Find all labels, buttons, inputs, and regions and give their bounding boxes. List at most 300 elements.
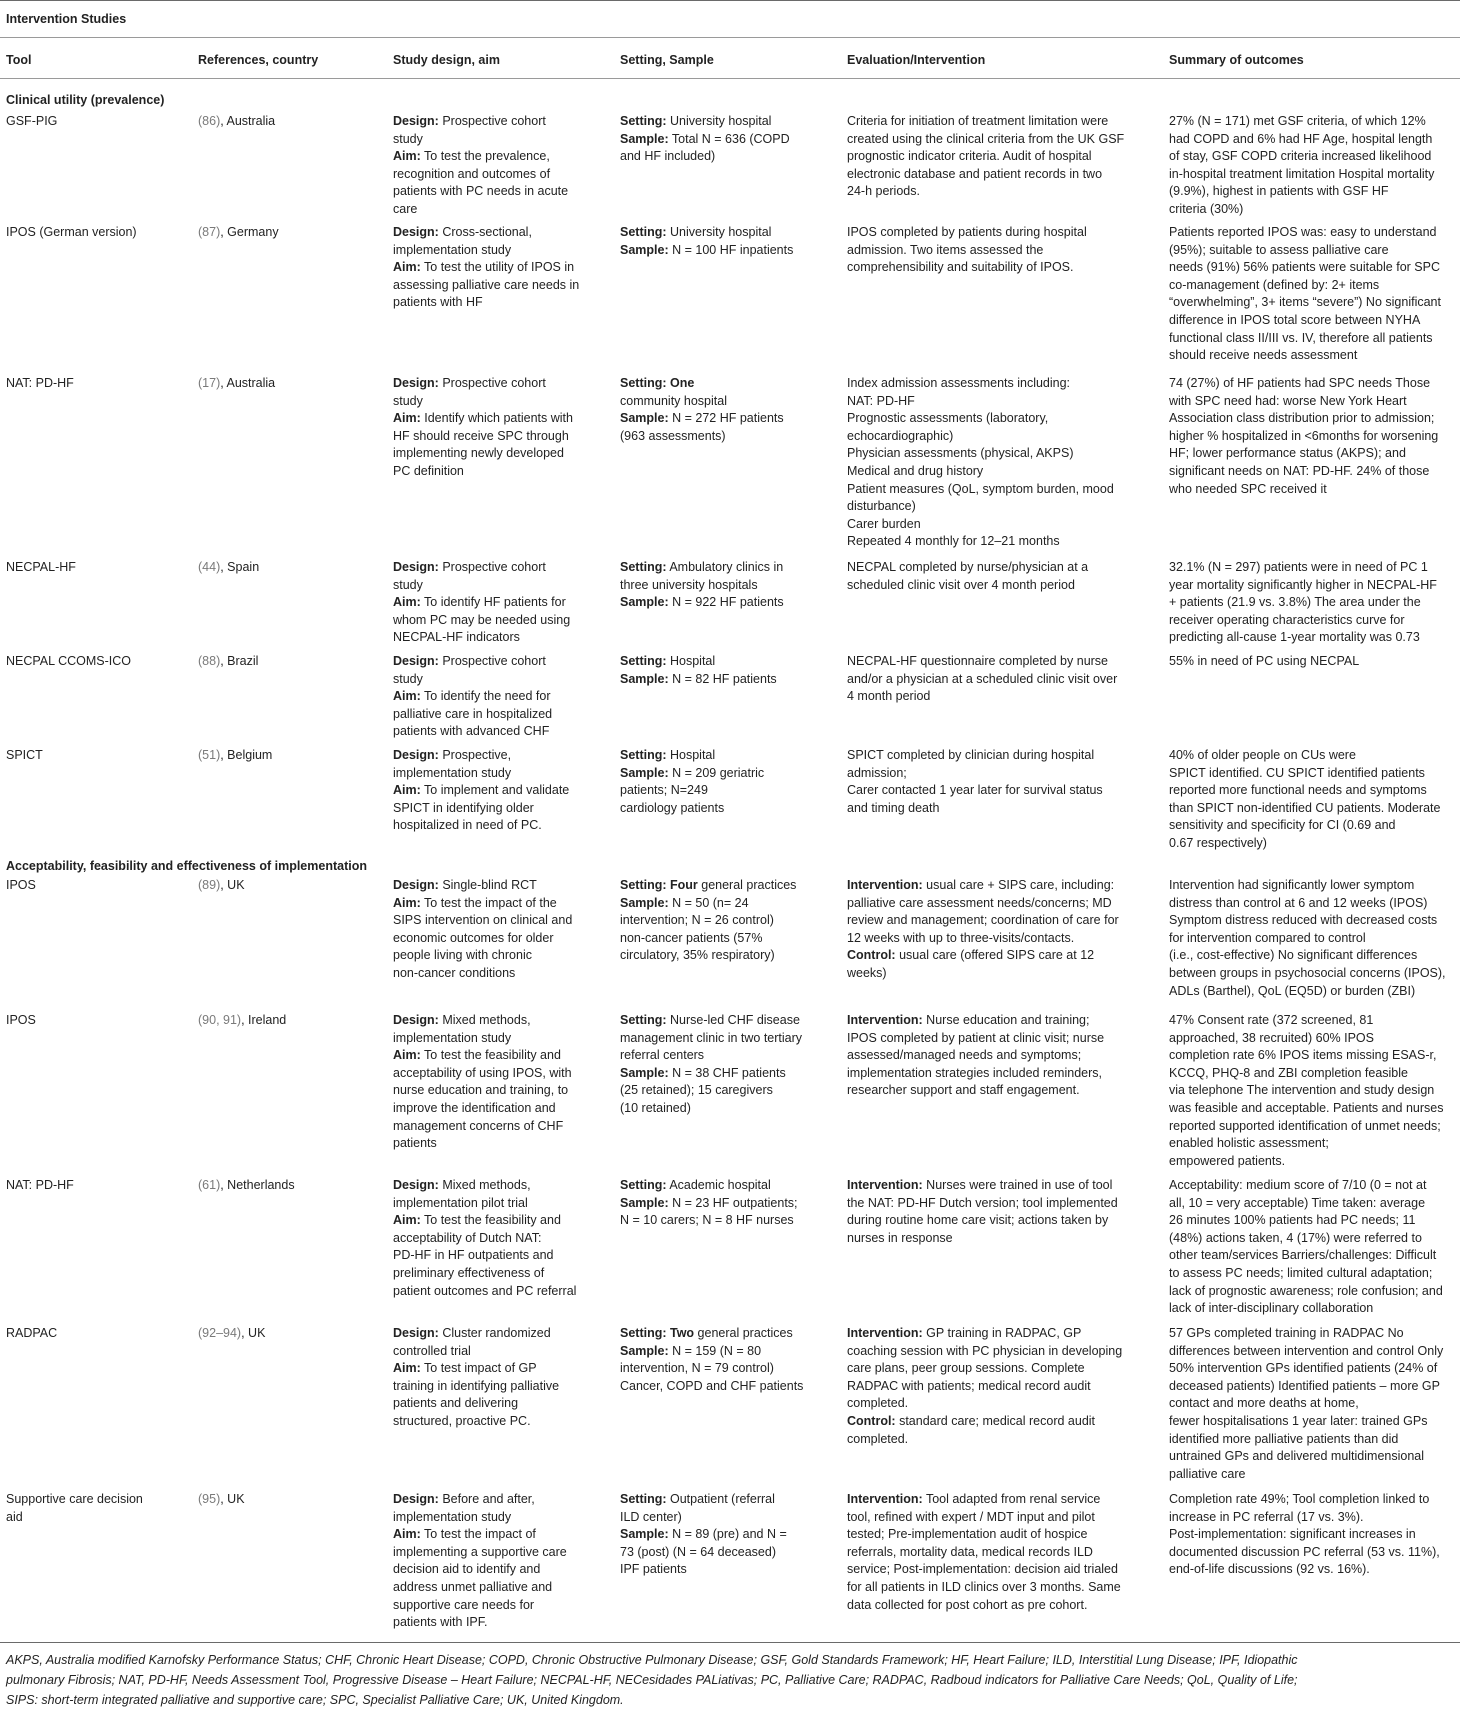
aim-line: supportive care needs for [393, 1597, 535, 1612]
sample-line: circulatory, 35% respiratory) [620, 948, 775, 963]
design-line: Design: Prospective cohort [393, 376, 546, 390]
country: , UK [220, 1492, 245, 1506]
setting-sample-cell [620, 653, 777, 688]
reference-number: (51) [198, 748, 221, 762]
design-aim-cell [393, 877, 572, 983]
setting-line: Setting: Outpatient (referral [620, 1492, 775, 1506]
sample-label: Sample: [620, 411, 669, 426]
aim-line: patients and delivering [393, 1396, 519, 1411]
design-line: study [393, 671, 423, 686]
evaluation-line: IPOS completed by patients during hospital [847, 225, 1087, 239]
sample-label: Sample: [620, 1195, 669, 1210]
sample-label: Sample: [620, 765, 669, 780]
outcome-line: (48%) actions taken, 4 (17%) were referred to [1169, 1230, 1422, 1245]
setting-label: Setting: [620, 1013, 667, 1027]
aim-line: structured, proactive PC. [393, 1413, 531, 1428]
outcome-line: 55% in need of PC using NECPAL [1169, 654, 1360, 668]
outcome-cell [1169, 877, 1446, 1000]
tool-name: IPOS [6, 1013, 36, 1027]
design-line: Design: Cluster randomized [393, 1326, 551, 1340]
intervention-line: completed. [847, 1396, 909, 1411]
setting-label: Setting: One [620, 376, 695, 390]
intervention-line: for all patients in ILD clinics over 3 months. Same [847, 1579, 1121, 1594]
setting-line: management clinic in two tertiary [620, 1030, 803, 1045]
evaluation-cell [847, 113, 1124, 201]
outcome-line: 57 GPs completed training in RADPAC No [1169, 1326, 1404, 1340]
col-header-outcomes: Summary of outcomes [1169, 53, 1304, 67]
evaluation-line: Medical and drug history [847, 463, 984, 478]
evaluation-line: Carer contacted 1 year later for survival status [847, 783, 1103, 798]
tool-name: IPOS [6, 878, 36, 892]
aim-line: HF should receive SPC through [393, 428, 569, 443]
outcome-line: Association class distribution prior to admission; [1169, 411, 1435, 426]
design-line: Design: Single-blind RCT [393, 878, 537, 892]
outcome-line: enabled holistic assessment; [1169, 1136, 1329, 1151]
evaluation-line: and/or a physician at a scheduled clinic visit over [847, 671, 1118, 686]
aim-line: palliative care in hospitalized [393, 706, 553, 721]
outcome-line: KCCQ, PHQ-8 and ZBI completion feasible [1169, 1065, 1408, 1080]
setting-sample-cell [620, 877, 796, 965]
aim-line: Aim: To test the prevalence, [393, 149, 550, 164]
aim-line: improve the identification and [393, 1100, 556, 1115]
aim-line: Aim: To test the impact of [393, 1527, 536, 1542]
evaluation-line: Carer burden [847, 516, 921, 531]
outcome-line: higher % hospitalized in <6months for worsening [1169, 428, 1439, 443]
aim-line: care [393, 201, 418, 216]
tool-name: NECPAL-HF [6, 560, 76, 574]
intervention-line: assessed/managed needs and symptoms; [847, 1048, 1082, 1063]
outcome-cell [1169, 559, 1437, 647]
evaluation-line: Patient measures (QoL, symptom burden, mood [847, 481, 1114, 496]
intervention-line: service; Post-implementation: decision aid trialed [847, 1562, 1118, 1577]
sample-line: Sample: N = 922 HF patients [620, 595, 784, 610]
design-aim-cell [393, 559, 570, 647]
sample-line: Sample: N = 89 (pre) and N = [620, 1527, 787, 1542]
aim-line: PC definition [393, 463, 464, 478]
intervention-label: Intervention: [847, 1326, 923, 1340]
evaluation-cell [847, 1325, 1122, 1448]
aim-line: Aim: To test impact of GP [393, 1361, 537, 1376]
aim-line: people living with chronic [393, 948, 532, 963]
sample-line: 73 (post) (N = 64 deceased) [620, 1544, 776, 1559]
design-line: Design: Mixed methods, [393, 1013, 531, 1027]
aim-line: SPICT in identifying older [393, 800, 534, 815]
outcome-line: with SPC need had: worse New York Heart [1169, 393, 1407, 408]
setting-label: Setting: [620, 225, 667, 239]
outcome-line: needs (91%) 56% patients were suitable for SPC [1169, 260, 1440, 275]
tool-cell [6, 1012, 36, 1030]
setting-sample-cell [620, 1012, 802, 1118]
aim-line: whom PC may be needed using [393, 612, 571, 627]
aim-label: Aim: [393, 895, 421, 910]
outcome-line: identified more palliative patients than did [1169, 1431, 1399, 1446]
outcome-line: (9.9%), highest in patients with GSF HF [1169, 184, 1389, 199]
intervention-line: Intervention: Nurse education and training; [847, 1013, 1090, 1027]
design-line: Design: Cross-sectional, [393, 225, 532, 239]
design-label: Design: [393, 1326, 439, 1340]
outcome-line: was feasible and acceptable. Patients and nurses [1169, 1100, 1444, 1115]
reference-number: (61) [198, 1178, 221, 1192]
aim-line: Aim: To test the feasibility and [393, 1048, 561, 1063]
aim-label: Aim: [393, 689, 421, 704]
design-aim-cell [393, 375, 573, 481]
setting-label: Setting: [620, 748, 667, 762]
intervention-line: RADPAC with patients; medical record audit [847, 1378, 1091, 1393]
country: , Australia [220, 114, 276, 128]
aim-line: SIPS intervention on clinical and [393, 913, 573, 928]
evaluation-cell [847, 375, 1114, 551]
evaluation-line: comprehensibility and suitability of IPOS. [847, 260, 1074, 275]
tool-name: Supportive care decision [6, 1492, 143, 1506]
intervention-label: Intervention: [847, 1492, 923, 1506]
aim-line: Aim: To identify HF patients for [393, 595, 566, 610]
tool-cell [6, 559, 76, 577]
setting-sample-cell [620, 224, 793, 259]
outcome-line: had COPD and 6% had HF Age, hospital length [1169, 131, 1433, 146]
reference-number: (89) [198, 878, 221, 892]
evaluation-cell [847, 1177, 1118, 1247]
col-header-evaluation: Evaluation/Intervention [847, 53, 986, 67]
intervention-line: researcher support and staff engagement. [847, 1083, 1080, 1098]
sample-line: Sample: N = 38 CHF patients [620, 1065, 786, 1080]
outcome-cell [1169, 224, 1441, 365]
outcome-line: should receive needs assessment [1169, 348, 1358, 363]
outcome-line: of stay, GSF COPD criteria increased likelihood [1169, 149, 1432, 164]
outcome-line: reported more functional needs and symptoms [1169, 783, 1427, 798]
evaluation-line: Prognostic assessments (laboratory, [847, 411, 1049, 426]
setting-line: three university hospitals [620, 577, 758, 592]
outcome-line: 50% intervention GPs identified patients (24% of [1169, 1361, 1438, 1376]
evaluation-cell [847, 1012, 1104, 1100]
sample-label: Sample: [620, 895, 669, 910]
design-line: controlled trial [393, 1343, 471, 1358]
design-line: Design: Prospective cohort [393, 654, 546, 668]
outcome-line: 26 minutes 100% patients had PC needs; 11 [1169, 1213, 1416, 1228]
intervention-line: the NAT: PD-HF Dutch version; tool implemented [847, 1195, 1118, 1210]
outcome-line: co-management (defined by: 2+ items [1169, 277, 1380, 292]
aim-label: Aim: [393, 149, 421, 164]
outcome-cell [1169, 1012, 1443, 1170]
aim-line: assessing palliative care needs in [393, 277, 580, 292]
reference-number: (87) [198, 225, 221, 239]
footnote-line: AKPS, Australia modified Karnofsky Performance Status; CHF, Chronic Heart Disease; COPD, Chronic Obstructive Pulmonary Disease; GSF, Gold Standards Framework; HF, Heart Failure; ILD, Interstitial Lung Disease; IPF, Idiopathic [6, 1653, 1298, 1667]
sample-line: Sample: N = 82 HF patients [620, 671, 777, 686]
sample-line: Sample: N = 272 HF patients [620, 411, 784, 426]
outcome-line: year mortality significantly higher in NECPAL-HF [1169, 577, 1437, 592]
aim-line: patients with PC needs in acute [393, 184, 569, 199]
intervention-label: Intervention: [847, 1013, 923, 1027]
header-rule [0, 78, 1460, 79]
aim-line: NECPAL-HF indicators [393, 630, 520, 645]
outcome-line: sensitivity and specificity for CI (0.69 and [1169, 818, 1396, 833]
setting-line: Setting: Nurse-led CHF disease [620, 1013, 800, 1027]
sample-line: patients; N=249 [620, 783, 708, 798]
reference-number: (17) [198, 376, 221, 390]
aim-line: Aim: To test the utility of IPOS in [393, 260, 575, 275]
intervention-line: care plans, peer group sessions. Complete [847, 1361, 1085, 1376]
reference-cell [198, 877, 245, 895]
intervention-line: nurses in response [847, 1230, 953, 1245]
setting-sample-cell [620, 1177, 798, 1230]
outcome-line: difference in IPOS total score between NYHA [1169, 312, 1421, 327]
tool-name: GSF-PIG [6, 114, 58, 128]
tool-cell [6, 1177, 74, 1195]
tool-name: NAT: PD-HF [6, 1178, 74, 1192]
outcome-line: who needed SPC received it [1169, 481, 1327, 496]
evaluation-line: 24-h periods. [847, 184, 920, 199]
country: , Netherlands [220, 1178, 295, 1192]
title-rule [0, 37, 1460, 38]
table-title: Intervention Studies [6, 12, 127, 26]
section-clinical-utility: Clinical utility (prevalence) [6, 93, 165, 107]
evaluation-line: Index admission assessments including: [847, 376, 1071, 390]
reference-cell [198, 559, 259, 577]
setting-line [620, 375, 784, 393]
design-aim-cell [393, 1325, 559, 1431]
outcome-line: untrained GPs and delivered multidimensional [1169, 1449, 1425, 1464]
outcome-line: end-of-life discussions (92 vs. 16%). [1169, 1562, 1370, 1577]
sample-line: Sample: N = 23 HF outpatients; [620, 1195, 798, 1210]
aim-line: preliminary effectiveness of [393, 1265, 545, 1280]
evaluation-line: admission; [847, 765, 907, 780]
outcome-line: increase in PC referral (17 vs. 3%). [1169, 1509, 1364, 1524]
aim-line: management concerns of CHF [393, 1118, 564, 1133]
design-label: Design: [393, 560, 439, 574]
setting-line: Setting: University hospital [620, 225, 772, 239]
outcome-line: than SPICT non-identified CU patients. Moderate [1169, 800, 1441, 815]
setting-line: Setting: Hospital [620, 654, 716, 668]
tool-cell [6, 1491, 143, 1526]
tool-cell [6, 113, 57, 131]
outcome-line: Patients reported IPOS was: easy to understand [1169, 225, 1437, 239]
outcome-line: “overwhelming”, 3+ items “severe”) No significant [1169, 295, 1441, 310]
intervention-line: Intervention: GP training in RADPAC, GP [847, 1326, 1082, 1340]
outcome-line: criteria (30%) [1169, 201, 1244, 216]
reference-number: (95) [198, 1492, 221, 1506]
outcome-line: to assess PC needs; limited cultural adaptation; [1169, 1265, 1433, 1280]
setting-sample-cell [620, 113, 790, 166]
setting-line: referral centers [620, 1048, 705, 1063]
setting-label: Setting: Four [620, 878, 698, 892]
evaluation-line: electronic database and patient records in two [847, 166, 1103, 181]
footnote-line: pulmonary Fibrosis; NAT, PD-HF, Needs Assessment Tool, Progressive Disease – Heart Failure; NECPAL-HF, NECesidades PALiativas; PC, Palliative Care; RADPAC, Radboud indicators for Palliative Care Needs; QoL, Quality of Life; [6, 1673, 1298, 1687]
outcome-line: SPICT identified. CU SPICT identified patients [1169, 765, 1425, 780]
evaluation-cell [847, 877, 1119, 983]
outcome-cell [1169, 747, 1440, 853]
reference-cell [198, 1177, 295, 1195]
sample-label: Sample: [620, 131, 669, 146]
col-header-setting: Setting, Sample [620, 53, 714, 67]
setting-line: Setting: Hospital [620, 748, 716, 762]
design-line: study [393, 577, 423, 592]
intervention-line: Intervention: usual care + SIPS care, including: [847, 878, 1115, 892]
sample-line: Sample: N = 159 (N = 80 [620, 1343, 762, 1358]
outcome-line: 32.1% (N = 297) patients were in need of PC 1 [1169, 560, 1428, 574]
outcome-line: Symptom distress reduced with decreased costs [1169, 913, 1438, 928]
aim-line: Aim: To identify the need for [393, 689, 551, 704]
outcome-line: ADLs (Barthel), QoL (EQ5D) or burden (ZBI) [1169, 983, 1416, 998]
setting-sample-cell [620, 1491, 787, 1579]
evaluation-line: and timing death [847, 800, 940, 815]
setting-label: Setting: [620, 1178, 667, 1192]
evaluation-line: SPICT completed by clinician during hospital [847, 748, 1095, 762]
country: , UK [220, 878, 245, 892]
design-label: Design: [393, 114, 439, 128]
sample-label: Sample: [620, 1527, 669, 1542]
reference-cell [198, 747, 272, 765]
country: , Australia [220, 376, 276, 390]
outcome-line: fewer hospitalisations 1 year later: trained GPs [1169, 1413, 1428, 1428]
setting-label: Setting: [620, 654, 667, 668]
aim-line: acceptability of Dutch NAT: [393, 1230, 542, 1245]
setting-line: community hospital [620, 393, 727, 408]
setting-label: Setting: [620, 560, 667, 574]
sample-line: (10 retained) [620, 1100, 691, 1115]
outcome-line: 40% of older people on CUs were [1169, 748, 1356, 762]
evaluation-cell [847, 1491, 1121, 1614]
evaluation-line: Repeated 4 monthly for 12–21 months [847, 534, 1060, 549]
intervention-line: data collected for post cohort as pre cohort. [847, 1597, 1088, 1612]
evaluation-cell [847, 653, 1117, 706]
design-line: Design: Prospective cohort [393, 114, 546, 128]
outcome-line: all, 10 = very acceptable) Time taken: average [1169, 1195, 1426, 1210]
aim-line: acceptability of using IPOS, with [393, 1065, 572, 1080]
design-label: Design: [393, 1178, 439, 1192]
sample-line: cardiology patients [620, 800, 725, 815]
tool-name: SPICT [6, 748, 43, 762]
intervention-line: referrals, mortality data, medical records ILD [847, 1544, 1093, 1559]
aim-label: Aim: [393, 1527, 421, 1542]
outcome-line: via telephone The intervention and study design [1169, 1083, 1435, 1098]
aim-line: Aim: To test the feasibility and [393, 1213, 561, 1228]
design-aim-cell [393, 224, 579, 312]
outcome-line: 74 (27%) of HF patients had SPC needs Those [1169, 376, 1431, 390]
aim-line: training in identifying palliative [393, 1378, 560, 1393]
design-line: Design: Prospective cohort [393, 560, 546, 574]
control-line: completed. [847, 1431, 909, 1446]
design-aim-cell [393, 1177, 576, 1300]
aim-line: economic outcomes for older [393, 930, 554, 945]
outcome-line: 27% (N = 171) met GSF criteria, of which 12% [1169, 114, 1426, 128]
outcome-line: palliative care [1169, 1466, 1246, 1481]
bottom-rule [0, 1642, 1460, 1643]
control-line: weeks) [847, 965, 887, 980]
design-aim-cell [393, 747, 569, 835]
col-header-references: References, country [198, 53, 319, 67]
outcome-cell [1169, 375, 1438, 498]
footnote-line: SIPS: short-term integrated palliative and supportive care; SPC, Specialist Palliative Care; UK, United Kingdom. [6, 1693, 624, 1707]
reference-cell [198, 1012, 286, 1030]
sample-line: non-cancer patients (57% [620, 930, 763, 945]
setting-line: Setting: Two general practices [620, 1326, 793, 1340]
aim-line: implementing a supportive care [393, 1544, 567, 1559]
setting-line: Setting: Ambulatory clinics in [620, 560, 784, 574]
aim-line: non-cancer conditions [393, 965, 516, 980]
intervention-line: tool, refined with expert / MDT input and pilot [847, 1509, 1095, 1524]
design-aim-cell [393, 1491, 567, 1632]
outcome-line: other team/services Barriers/challenges: Difficult [1169, 1248, 1437, 1263]
design-aim-cell [393, 1012, 572, 1153]
aim-line: implementing newly developed [393, 446, 564, 461]
intervention-line: Intervention: Nurses were trained in use of tool [847, 1178, 1113, 1192]
setting-sample-cell [620, 747, 764, 817]
outcome-line: for intervention compared to control [1169, 930, 1366, 945]
design-line: implementation study [393, 1030, 512, 1045]
tool-cell [6, 224, 137, 242]
aim-line: Aim: To test the impact of the [393, 895, 557, 910]
aim-line: patients with IPF. [393, 1615, 488, 1630]
design-line: implementation study [393, 765, 512, 780]
tool-cell [6, 877, 36, 895]
sample-line: Sample: N = 50 (n= 24 [620, 895, 749, 910]
design-label: Design: [393, 878, 439, 892]
tool-name: NECPAL CCOMS-ICO [6, 654, 132, 668]
sample-line: Sample: Total N = 636 (COPD [620, 131, 790, 146]
outcome-line: between groups in psychosocial concerns (IPOS), [1169, 965, 1446, 980]
sample-line: Sample: N = 209 geriatric [620, 765, 765, 780]
evaluation-line: scheduled clinic visit over 4 month period [847, 577, 1075, 592]
tool-cell [6, 653, 131, 671]
setting-sample-cell [620, 559, 784, 612]
design-label: Design: [393, 376, 439, 390]
intervention-line: palliative care assessment needs/concerns; MD [847, 895, 1112, 910]
evaluation-line: NAT: PD-HF [847, 393, 915, 408]
evaluation-line: 4 month period [847, 689, 931, 704]
design-line: Design: Prospective, [393, 748, 512, 762]
reference-number: (86) [198, 114, 221, 128]
control-line: Control: usual care (offered SIPS care at 12 [847, 948, 1095, 963]
country: , Spain [220, 560, 260, 574]
design-label: Design: [393, 1013, 439, 1027]
outcome-cell [1169, 653, 1359, 671]
design-aim-cell [393, 653, 552, 741]
setting-sample-cell [620, 375, 784, 445]
setting-label: Setting: [620, 1492, 667, 1506]
sample-label: Sample: [620, 1065, 669, 1080]
evaluation-cell [847, 559, 1088, 594]
intervention-line: coaching session with PC physician in developing [847, 1343, 1123, 1358]
intervention-line: during routine home care visit; actions taken by [847, 1213, 1109, 1228]
aim-label: Aim: [393, 1213, 421, 1228]
sample-line: Cancer, COPD and CHF patients [620, 1378, 804, 1393]
outcome-line: approached, 38 recruited) 60% IPOS [1169, 1030, 1374, 1045]
outcome-line: Post-implementation: significant increases in [1169, 1527, 1416, 1542]
reference-cell [198, 1491, 245, 1509]
aim-line: PD-HF in HF outpatients and [393, 1248, 554, 1263]
outcome-line: differences between intervention and control Only [1169, 1343, 1444, 1358]
col-header-tool: Tool [6, 53, 32, 67]
design-line: implementation study [393, 242, 512, 257]
reference-number: (88) [198, 654, 221, 668]
reference-cell [198, 224, 279, 242]
outcome-line: Completion rate 49%; Tool completion linked to [1169, 1492, 1430, 1506]
outcome-cell [1169, 1325, 1443, 1483]
setting-label: Setting: [620, 114, 667, 128]
reference-cell [198, 1325, 265, 1343]
sample-line: (963 assessments) [620, 428, 726, 443]
design-line: study [393, 131, 423, 146]
evaluation-line: Criteria for initiation of treatment limitation were [847, 114, 1109, 128]
aim-line: Aim: Identify which patients with [393, 411, 573, 426]
setting-line: Setting: University hospital [620, 114, 772, 128]
sample-label: Sample: [620, 1343, 669, 1358]
col-header-design: Study design, aim [393, 53, 500, 67]
setting-line: ILD center) [620, 1509, 682, 1524]
aim-label: Aim: [393, 411, 421, 426]
evaluation-line: prognostic indicator criteria. Audit of hospital [847, 149, 1092, 164]
aim-label: Aim: [393, 595, 421, 610]
outcome-cell [1169, 1177, 1443, 1318]
